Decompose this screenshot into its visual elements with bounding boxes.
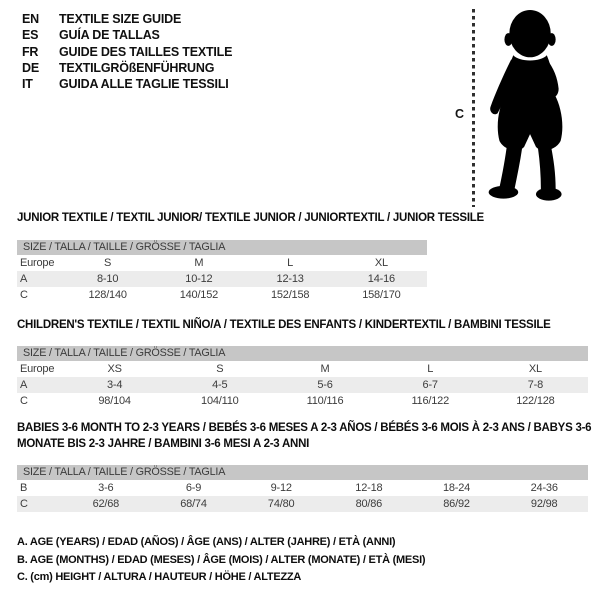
lang-label: TEXTILGRÖßENFÜHRUNG xyxy=(59,60,215,75)
size-cell: 128/140 xyxy=(88,289,127,301)
lang-code: IT xyxy=(22,77,33,92)
measure-label-c: C xyxy=(455,107,464,121)
size-cell: 68/74 xyxy=(180,498,207,510)
size-cell: 6-7 xyxy=(422,379,438,391)
babies-size-table xyxy=(17,465,588,512)
row-label: C xyxy=(20,289,28,301)
size-header-bar: SIZE / TALLA / TAILLE / GRÖSSE / TAGLIA xyxy=(17,465,588,480)
size-cell: 12-13 xyxy=(276,273,304,285)
junior-table-title: JUNIOR TEXTILE / TEXTIL JUNIOR/ TEXTILE JUNIOR / JUNIORTEXTIL / JUNIOR TESSILE xyxy=(17,212,484,224)
size-cell: L xyxy=(427,363,434,375)
lang-code: EN xyxy=(22,12,39,26)
lang-code: ES xyxy=(22,28,39,43)
lang-row-en xyxy=(22,11,232,27)
lang-row-de xyxy=(22,60,232,76)
row-label: Europe xyxy=(20,257,55,269)
size-cell: XL xyxy=(374,257,388,269)
lang-row-it xyxy=(22,76,232,92)
table-row-c xyxy=(17,393,588,409)
table-row-c xyxy=(17,287,427,303)
size-cell: 5-6 xyxy=(317,379,333,391)
table-row-europe xyxy=(17,255,427,271)
table-row-b xyxy=(17,480,588,496)
size-cell: 80/86 xyxy=(355,498,383,510)
size-cell: XL xyxy=(528,363,542,375)
size-cell: 140/152 xyxy=(179,289,219,301)
size-cell: 152/158 xyxy=(270,289,310,301)
lang-label: GUIDE DES TAILLES TEXTILE xyxy=(59,44,233,59)
lang-label: GUÍA DE TALLAS xyxy=(59,28,160,43)
table-row-europe xyxy=(17,361,588,377)
junior-size-table xyxy=(17,240,427,303)
size-cell: L xyxy=(287,257,294,269)
size-cell: 74/80 xyxy=(267,498,295,510)
table-row-c xyxy=(17,496,588,512)
size-cell: 116/122 xyxy=(411,395,449,407)
size-cell: 24-36 xyxy=(530,482,558,494)
row-label: C xyxy=(20,498,28,510)
lang-row-fr xyxy=(22,44,232,60)
size-cell: S xyxy=(216,363,224,375)
height-figure xyxy=(440,0,600,215)
size-cell: 158/170 xyxy=(362,289,401,301)
footnote-c: C. (cm) HEIGHT / ALTURA / HAUTEUR / HÖHE / ALTEZZA xyxy=(17,571,302,583)
lang-code: FR xyxy=(22,44,39,59)
size-cell: 98/104 xyxy=(98,395,131,407)
lang-label: TEXTILE SIZE GUIDE xyxy=(59,12,182,26)
language-list xyxy=(22,11,232,92)
babies-table-title: BABIES 3-6 MONTH TO 2-3 YEARS / BEBÉS 3-6 MESES A 2-3 AÑOS / BÉBÉS 3-6 MOIS À 2-3 ANS / BABYS 3-6 MONATE BIS 2-3 JAHRE / BAMBINI 3-6 MESI A 2-3 ANNI xyxy=(17,422,592,450)
row-label: C xyxy=(20,395,28,407)
size-cell: XS xyxy=(107,363,122,375)
size-cell: 3-4 xyxy=(106,379,123,391)
size-cell: S xyxy=(104,257,112,269)
size-cell: 10-12 xyxy=(185,273,213,285)
size-cell: 9-12 xyxy=(270,482,292,494)
size-cell: 122/128 xyxy=(516,395,555,407)
row-label: Europe xyxy=(20,363,55,375)
size-cell: 8-10 xyxy=(97,273,119,285)
height-measure-dotted-line xyxy=(472,9,475,207)
size-cell: 104/110 xyxy=(201,395,239,407)
size-cell: 3-6 xyxy=(98,482,114,494)
size-cell: M xyxy=(320,363,330,375)
size-cell: 14-16 xyxy=(367,273,395,285)
size-cell: 62/68 xyxy=(92,498,120,510)
row-label: A xyxy=(20,273,28,285)
row-label: B xyxy=(20,482,28,494)
size-cell: 12-18 xyxy=(355,482,383,494)
size-cell: 86/92 xyxy=(443,498,470,510)
size-cell: 18-24 xyxy=(442,482,471,494)
table-row-a xyxy=(17,271,427,287)
children-table-title: CHILDREN'S TEXTILE / TEXTIL NIÑO/A / TEXTILE DES ENFANTS / KINDERTEXTIL / BAMBINI TESSILE xyxy=(17,319,551,331)
size-cell: M xyxy=(194,257,204,269)
size-cell: 7-8 xyxy=(527,379,544,391)
row-label: A xyxy=(20,379,28,391)
lang-row-es xyxy=(22,27,232,43)
size-cell: 4-5 xyxy=(212,379,228,391)
size-cell: 6-9 xyxy=(185,482,202,494)
table-row-a xyxy=(17,377,588,393)
footnotes xyxy=(17,534,425,587)
footnote-b: B. AGE (MONTHS) / EDAD (MESES) / ÂGE (MOIS) / ALTER (MONATE) / ETÀ (MESI) xyxy=(17,553,426,566)
size-header-bar: SIZE / TALLA / TAILLE / GRÖSSE / TAGLIA xyxy=(17,346,588,361)
footnote-a: A. AGE (YEARS) / EDAD (AÑOS) / ÂGE (ANS) / ALTER (JAHRE) / ETÀ (ANNI) xyxy=(17,536,396,548)
size-cell: 110/116 xyxy=(306,395,344,407)
toddler-silhouette-icon xyxy=(477,6,589,208)
size-cell: 92/98 xyxy=(530,498,558,510)
size-header-bar: SIZE / TALLA / TAILLE / GRÖSSE / TAGLIA xyxy=(17,240,427,255)
lang-label: GUIDA ALLE TAGLIE TESSILI xyxy=(59,77,229,92)
lang-code: DE xyxy=(22,60,39,75)
children-size-table xyxy=(17,346,588,409)
